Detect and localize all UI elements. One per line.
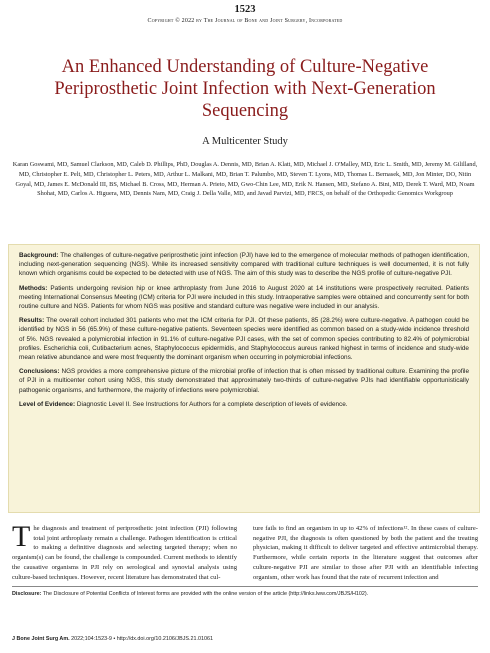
copyright-notice: Copyright © 2022 by The Journal of Bone and Joint Surgery, Incorporated	[147, 18, 343, 24]
abstract-background	[19, 251, 469, 279]
abstract-conclusions	[19, 367, 469, 395]
citation-footer	[12, 636, 478, 642]
loe-heading: Level of Evidence:	[19, 400, 76, 408]
body-left-text: he diagnosis and treatment of periprosthetic joint infection (PJI) following total joint arthroplasty remain a challenge. Pathogen identification is critical to making a definitive diagnosis and selecting targeted therapy; when no organism(s) can be found, the challenge is compounded. Current methods to identify the causative organisms in PJI rely on serological and synovial analysis using culture-based techniques. However, recent literature has demonstrated that cul-	[12, 525, 237, 581]
article-title: An Enhanced Understanding of Culture-Negative Periprosthetic Joint Infection with Next-Generation Sequencing	[54, 57, 436, 121]
methods-text: Patients undergoing revision hip or knee arthroplasty from June 2016 to August 2020 at 14 institutions were prospectively recruited. Patients meeting International Consensus Meeting (ICM) criteria for PJI were included in this study. Intraoperative samples were obtained and concurrently sent for both routine culture and NGS. Patients for whom NGS was positive and standard culture was negative were included in our analysis.	[19, 284, 469, 311]
conclusions-text: NGS provides a more comprehensive picture of the microbial profile of infection that is often missed by traditional culture. Examining the profile of PJI in a multicenter cohort using NGS, this study demonstrated that approximately two-thirds of culture-negative PJIs had identifiable opportunistically pathogenic organisms, and furthermore, the majority of infections were polymicrobial.	[19, 368, 469, 394]
disclosure-label: Disclosure:	[12, 591, 42, 597]
disclosure-text: The Disclosure of Potential Conflicts of Interest forms are provided with the online version of the article (http://links.lww.com/JBJS/H102).	[42, 591, 369, 597]
body-text	[12, 524, 478, 584]
article-subtitle: A Multicenter Study	[202, 136, 288, 147]
abstract-box	[8, 244, 480, 513]
abstract-level-of-evidence	[19, 400, 469, 409]
page-number: 1523	[234, 4, 256, 15]
journal-abbrev: J Bone Joint Surg Am.	[12, 636, 70, 642]
background-text: The challenges of culture-negative periprosthetic joint infection (PJI) have led to the emergence of molecular methods of pathogen identification, including next-generation sequencing (NGS). While its increased sensitivity compared with traditional culture techniques is well documented, it is not fully known which organisms could be expected to be detected with use of NGS. The aim of this study was to describe the NGS profile of culture-negative PJI.	[19, 252, 469, 278]
conclusions-heading: Conclusions:	[19, 368, 60, 376]
loe-text: Diagnostic Level II. See Instructions for Authors for a complete description of levels of evidence.	[76, 400, 348, 408]
body-column-right	[253, 524, 478, 582]
drop-cap: T	[12, 524, 31, 553]
footnote-divider	[12, 586, 478, 587]
author-list: Karan Goswami, MD, Samuel Clarkson, MD, Caleb D. Phillips, PhD, Douglas A. Dennis, MD, Brian A. Klatt, MD, Michael J. O'Malley, MD, Eric L. Smith, MD, Jeremy M. Gililland, MD, Christopher E. Pelt, MD, Christopher L. Peters, MD, Arthur L. Malkani, MD, Brian T. Palumbo, MD, Steven T. Lyons, MD, Thomas L. Bernasek, MD, Jon Minter, DO, Nitin Goyal, MD, James E. McDonald III, BS, Michael B. Cross, MD, Herman A. Prieto, MD, Gwo-Chin Lee, MD, Erik N. Hansen, MD, Stefano A. Bini, MD, Derek T. Ward, MD, Noam Shohat, MD, Carlos A. Higuera, MD, Dennis Nam, MD, Craig J. Della Valle, MD, and Javad Parvizi, MD, FRCS, on behalf of the Orthopedic Genomics Workgroup	[12, 161, 478, 198]
abstract-methods	[19, 284, 469, 312]
disclosure-note	[12, 590, 478, 598]
results-text: The overall cohort included 301 patients who met the ICM criteria for PJI. Of these patients, 85 (28.2%) were culture-negative. A pathogen could be identified by NGS in 56 (65.9%) of these culture-negative patients. Seventeen species were identified as common based on a study-wide incidence threshold of 5%. NGS revealed a polymicrobial infection in 91.1% of culture-negative PJI cases, with the set of common species contributing to 82.4% of polymicrobial profiles. Escherichia coli, Cutibacterium acnes, Staphylococcus epidermidis, and Staphylococcus aureus ranked highest in terms of incidence and study-wide mean relative abundance and were most frequently the dominant organism when occurring in polymicrobial infections.	[19, 317, 469, 362]
abstract-results	[19, 316, 469, 362]
citation-doi: 2022;104:1523-9 • http://dx.doi.org/10.2106/JBJS.21.01061	[71, 636, 213, 642]
background-heading: Background:	[19, 252, 59, 259]
body-column-left	[12, 524, 237, 582]
results-heading: Results:	[19, 317, 45, 325]
methods-heading: Methods:	[19, 284, 48, 292]
body-right-text: ture fails to find an organism in up to 42% of infections¹². In these cases of culture-negative PJI, the diagnosis is often questioned by both the patient and the treating physician, making it difficult to deliver targeted and effective antimicrobial therapy. Furthermore, while certain reports in the literature suggest that outcomes after culture-negative PJI are similar to those after PJI with an identifiable infecting organism, other work has found that the rate of recurrent infection and	[253, 525, 478, 581]
